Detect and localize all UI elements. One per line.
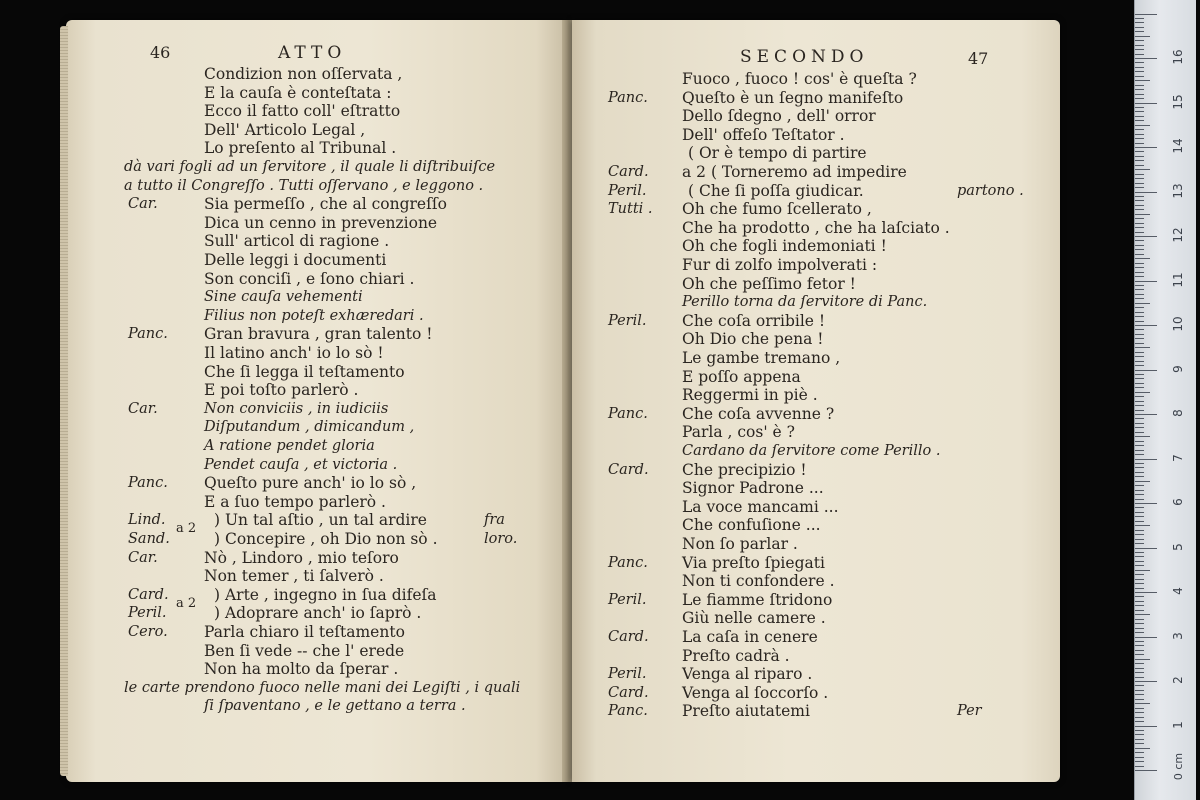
ruler-tick <box>1135 516 1144 517</box>
verse-line: Non ſo parlar . <box>682 535 798 553</box>
ruler-tick <box>1135 165 1144 166</box>
ruler-number: 15 <box>1171 93 1185 110</box>
verse-line: Sull' articol di ragione . <box>204 232 390 251</box>
ruler-tick <box>1135 503 1157 504</box>
ruler-tick <box>1135 321 1144 322</box>
ruler-tick <box>1135 690 1144 691</box>
speaker-label: Panc. <box>128 326 168 343</box>
ruler-tick <box>1135 334 1144 335</box>
open-book <box>66 20 1060 782</box>
ruler-tick <box>1135 103 1157 104</box>
verse-line: E a ſuo tempo parlerò . <box>204 492 386 511</box>
ruler-tick <box>1135 494 1144 495</box>
ruler-tick <box>1135 459 1157 460</box>
ruler-tick <box>1135 392 1150 393</box>
ruler-tick <box>1135 174 1144 175</box>
ruler-tick <box>1135 583 1144 584</box>
verse-line: Non temer , ti ſalverò . <box>204 567 384 586</box>
ruler-tick <box>1135 703 1150 704</box>
ruler-tick <box>1135 699 1144 700</box>
ruler-tick <box>1135 739 1144 740</box>
verse-line: Non ti confondere . <box>682 572 835 591</box>
ruler-tick <box>1135 40 1144 41</box>
ruler-tick <box>1135 258 1150 259</box>
ruler-tick <box>1135 645 1144 646</box>
ruler-tick <box>1135 726 1157 727</box>
ruler-number: 8 <box>1171 409 1185 417</box>
ruler-tick <box>1135 27 1144 28</box>
verse-line: ( Or è tempo di partire <box>688 144 867 163</box>
ruler-tick <box>1135 401 1144 402</box>
verse-line: Cardano da ſervitore come Perillo . <box>682 443 941 459</box>
verse-line: a 2 ( Torneremo ad impedire <box>682 163 907 181</box>
ruler-tick <box>1135 561 1144 562</box>
ruler-tick <box>1135 58 1157 59</box>
ruler-tick <box>1135 312 1144 313</box>
ruler-tick <box>1135 151 1144 152</box>
a-due-marker: a 2 <box>176 595 197 611</box>
ruler-tick <box>1135 245 1144 246</box>
ruler-tick <box>1135 450 1144 451</box>
verse-line: Nò , Lindoro , mio teſoro <box>204 548 399 567</box>
ruler-tick <box>1135 338 1144 339</box>
ruler-tick <box>1135 761 1144 762</box>
ruler-number: 16 <box>1171 49 1185 65</box>
a-due-marker: a 2 <box>176 521 197 537</box>
right-page-number: 47 <box>968 49 989 68</box>
verse-line: Venga al riparo . <box>682 665 813 684</box>
ruler-tick <box>1135 120 1144 121</box>
ruler-number: 3 <box>1171 631 1185 640</box>
right-running-head: SECONDO <box>740 47 869 67</box>
verse-line: Che coſa orribile ! <box>682 311 826 330</box>
ruler-tick <box>1135 592 1157 593</box>
ruler-tick <box>1135 316 1144 317</box>
verse-line: E poſſo appena <box>682 367 801 386</box>
ruler-tick <box>1135 111 1144 112</box>
ruler-tick <box>1135 543 1144 544</box>
speaker-label: Lind. <box>128 512 166 529</box>
verse-line: Preſto aiutatemi <box>682 702 810 721</box>
ruler-tick <box>1135 276 1144 277</box>
ruler-tick <box>1135 281 1157 282</box>
ruler-tick <box>1135 485 1144 486</box>
verse-line: Fuoco , fuoco ! cos' è queſta ? <box>682 70 917 88</box>
ruler-tick <box>1135 601 1144 602</box>
ruler-tick <box>1135 650 1144 651</box>
ruler-tick <box>1135 343 1144 344</box>
speaker-label: Card. <box>608 164 649 180</box>
ruler-tick <box>1135 454 1144 455</box>
ruler-tick <box>1135 54 1144 55</box>
ruler-tick <box>1135 410 1144 411</box>
ruler-number: 7 <box>1171 453 1185 462</box>
speaker-label: Peril. <box>128 605 167 622</box>
ruler-tick <box>1135 534 1144 535</box>
ruler-tick <box>1135 628 1144 629</box>
verse-line: Ben ſi vede -- che l' erede <box>204 641 405 660</box>
ruler-tick <box>1135 223 1144 224</box>
ruler-tick <box>1135 218 1144 219</box>
ruler-tick <box>1135 263 1144 264</box>
page-edges <box>60 26 68 776</box>
right-page <box>572 20 1060 782</box>
verse-line: Non conviciis , in iudiciis <box>204 400 389 417</box>
verse-line: Gran bravura , gran talento ! <box>204 325 433 344</box>
ruler-tick <box>1135 129 1144 130</box>
scale-ruler <box>1134 0 1196 800</box>
ruler-tick <box>1135 623 1144 624</box>
ruler-tick <box>1135 663 1144 664</box>
speaker-label: Panc. <box>608 703 648 720</box>
ruler-tick <box>1135 427 1144 428</box>
ruler-number: 5 <box>1171 542 1185 551</box>
verse-line: Le gambe tremano , <box>682 349 841 367</box>
ruler-tick <box>1135 770 1157 771</box>
verse-line: E poi toſto parlerò . <box>204 381 359 400</box>
ruler-tick <box>1135 209 1144 210</box>
ruler-tick <box>1135 147 1157 148</box>
ruler-number: 13 <box>1171 182 1185 199</box>
left-page-number: 46 <box>150 43 171 62</box>
verse-line: Reggermi in piè . <box>682 386 818 405</box>
verse-line: Dell' Articolo Legal , <box>204 120 366 139</box>
ruler-tick <box>1135 107 1144 108</box>
ruler-tick <box>1135 681 1157 682</box>
ruler-tick <box>1135 441 1144 442</box>
ruler-number: 10 <box>1171 316 1185 332</box>
speaker-label: Peril. <box>608 666 647 683</box>
verse-line: Condizion non oſſervata , <box>204 65 403 83</box>
ruler-tick <box>1135 196 1144 197</box>
verse-line: Dica un cenno in prevenzione <box>204 213 438 232</box>
ruler-tick <box>1135 18 1144 19</box>
ruler-tick <box>1135 378 1144 379</box>
ruler-tick <box>1135 365 1144 366</box>
verse-line: Il latino anch' io lo sò ! <box>204 344 384 362</box>
aside-text: fra <box>484 512 505 529</box>
ruler-tick <box>1135 303 1150 304</box>
ruler-tick <box>1135 125 1150 126</box>
ruler-tick <box>1135 156 1144 157</box>
ruler-tick <box>1135 743 1144 744</box>
ruler-tick <box>1135 685 1144 686</box>
ruler-tick <box>1135 254 1144 255</box>
ruler-tick <box>1135 548 1157 549</box>
ruler-tick <box>1135 98 1144 99</box>
ruler-tick <box>1135 143 1144 144</box>
ruler-tick <box>1135 712 1144 713</box>
ruler-tick <box>1135 356 1144 357</box>
ruler-tick <box>1135 512 1144 513</box>
ruler-tick <box>1135 361 1144 362</box>
verse-line: Dello ſdegno , dell' orror <box>682 107 876 126</box>
ruler-tick <box>1135 89 1144 90</box>
ruler-tick <box>1135 14 1157 15</box>
verse-line: A ratione pendet gloria <box>204 438 375 454</box>
ruler-tick <box>1135 481 1150 482</box>
ruler-tick <box>1135 659 1150 660</box>
ruler-tick <box>1135 614 1150 615</box>
verse-line: ) Concepire , oh Dio non sò . <box>214 530 438 548</box>
ruler-tick <box>1135 654 1144 655</box>
ruler-tick <box>1135 507 1144 508</box>
verse-line: Fur di zolfo impolverati : <box>682 256 878 274</box>
speaker-label: Panc. <box>608 89 648 106</box>
ruler-tick <box>1135 579 1144 580</box>
ruler-tick <box>1135 76 1144 77</box>
verse-line: La caſa in cenere <box>682 628 818 646</box>
verse-line: a tutto il Congreſſo . Tutti oſſervano , e leggono . <box>124 177 484 194</box>
ruler-tick <box>1135 463 1144 464</box>
verse-line: Delle leggi i documenti <box>204 251 387 269</box>
speaker-label: Panc. <box>608 405 648 422</box>
ruler-tick <box>1135 192 1157 193</box>
ruler-tick <box>1135 329 1144 330</box>
verse-line: ) Arte , ingegno in ſua difeſa <box>214 585 437 604</box>
verse-line: Perillo torna da ſervitore di Panc. <box>682 294 928 311</box>
ruler-tick <box>1135 610 1144 611</box>
ruler-tick <box>1135 94 1144 95</box>
verse-line: Parla chiaro il teſtamento <box>204 623 405 641</box>
ruler-tick <box>1135 405 1144 406</box>
aside-text: loro. <box>484 531 518 547</box>
ruler-tick <box>1135 62 1144 63</box>
verse-line: Giù nelle camere . <box>682 609 826 628</box>
ruler-tick <box>1135 637 1157 638</box>
ruler-tick <box>1135 298 1144 299</box>
ruler-tick <box>1135 499 1144 500</box>
speaker-label: Car. <box>128 549 158 566</box>
ruler-tick <box>1135 619 1144 620</box>
ruler-tick <box>1135 289 1144 290</box>
verse-line: Via preſto ſpiegati <box>682 553 825 572</box>
verse-line: Oh Dio che pena ! <box>682 330 824 349</box>
ruler-number: 2 <box>1171 676 1185 684</box>
verse-line: Oh che fumo ſcellerato , <box>682 200 872 219</box>
verse-line: Queſto è un ſegno manifeſto <box>682 88 904 107</box>
verse-line: Ecco il fatto coll' eſtratto <box>204 102 401 121</box>
ruler-tick <box>1135 672 1144 673</box>
verse-line: Filius non poteſt exhæredari . <box>204 307 424 324</box>
ruler-tick <box>1135 530 1144 531</box>
ruler-tick <box>1135 31 1144 32</box>
ruler-tick <box>1135 565 1144 566</box>
verse-line: Sine cauſa vehementi <box>204 289 363 306</box>
ruler-tick <box>1135 134 1144 135</box>
ruler-tick <box>1135 570 1150 571</box>
ruler-tick <box>1135 347 1150 348</box>
ruler-tick <box>1135 352 1144 353</box>
verse-line: Queſto pure anch' io lo sò , <box>204 474 417 493</box>
ruler-tick <box>1135 445 1144 446</box>
ruler-tick <box>1135 757 1144 758</box>
verse-line: Che confuſione ... <box>682 516 821 535</box>
ruler-tick <box>1135 85 1144 86</box>
verse-line: Oh che fogli indemoniati ! <box>682 237 887 256</box>
ruler-tick <box>1135 588 1144 589</box>
ruler-tick <box>1135 285 1144 286</box>
ruler-tick <box>1135 521 1144 522</box>
speaker-label: Tutti . <box>608 201 653 218</box>
ruler-tick <box>1135 677 1144 678</box>
ruler-tick <box>1135 227 1144 228</box>
verse-line: Diſputandum , dimicandum , <box>204 419 415 436</box>
ruler-tick <box>1135 490 1144 491</box>
ruler-tick <box>1135 325 1157 326</box>
verse-line: ) Adoprare anch' io ſaprò . <box>214 604 422 623</box>
ruler-tick <box>1135 80 1150 81</box>
ruler-tick <box>1135 22 1144 23</box>
ruler-number: 1 <box>1171 720 1185 729</box>
ruler-unit-label: 0 cm <box>1172 752 1186 781</box>
ruler-tick <box>1135 641 1144 642</box>
ruler-tick <box>1135 138 1144 139</box>
ruler-number: 14 <box>1171 138 1185 154</box>
ruler-tick <box>1135 525 1150 526</box>
verse-line: Parla , cos' è ? <box>682 423 795 442</box>
ruler-tick <box>1135 396 1144 397</box>
verse-line: Non ha molto da ſperar . <box>204 660 399 679</box>
verse-line: ( Che ſi poſſa giudicar. <box>688 181 864 200</box>
verse-line: ) Un tal aſtio , un tal ardire <box>214 511 427 530</box>
left-running-head: ATTO <box>278 43 347 63</box>
ruler-tick <box>1135 467 1144 468</box>
verse-line: ſi ſpaventano , e le gettano a terra . <box>204 698 466 715</box>
verse-line: E la cauſa è conteſtata : <box>204 83 392 102</box>
aside-text: partono . <box>957 182 1024 199</box>
aside-text: Per <box>957 703 982 720</box>
ruler-tick <box>1135 294 1144 295</box>
ruler-tick <box>1135 387 1144 388</box>
speaker-label: Peril. <box>608 591 647 608</box>
speaker-label: Peril. <box>608 312 647 329</box>
speaker-label: Card. <box>128 586 169 603</box>
ruler-tick <box>1135 748 1150 749</box>
verse-line: le carte prendono fuoco nelle mani dei Legiſti , i quali <box>124 679 521 696</box>
ruler-tick <box>1135 272 1144 273</box>
ruler-tick <box>1135 432 1144 433</box>
ruler-tick <box>1135 574 1144 575</box>
ruler-tick <box>1135 249 1144 250</box>
ruler-tick <box>1135 178 1144 179</box>
verse-line: Sia permeſſo , che al congreſſo <box>204 195 447 214</box>
verse-line: Che ſi legga il teſtamento <box>204 362 405 381</box>
verse-line: Oh che peſſimo fetor ! <box>682 274 856 293</box>
ruler-tick <box>1135 205 1144 206</box>
ruler-tick <box>1135 596 1144 597</box>
ruler-number: 12 <box>1171 227 1185 243</box>
ruler-tick <box>1135 708 1144 709</box>
verse-line: Venga al ſoccorſo . <box>682 683 829 702</box>
verse-line: Dell' offeſo Teſtator . <box>682 125 845 144</box>
ruler-tick <box>1135 418 1144 419</box>
verse-line: Lo preſento al Tribunal . <box>204 139 397 158</box>
speaker-label: Card. <box>608 461 649 478</box>
speaker-label: Panc. <box>128 475 168 492</box>
ruler-tick <box>1135 169 1150 170</box>
ruler-tick <box>1135 423 1144 424</box>
speaker-label: Panc. <box>608 554 648 571</box>
ruler-tick <box>1135 240 1144 241</box>
ruler-tick <box>1135 752 1144 753</box>
ruler-tick <box>1135 183 1144 184</box>
ruler-tick <box>1135 717 1144 718</box>
ruler-tick <box>1135 668 1144 669</box>
verse-line: Che coſa avvenne ? <box>682 404 835 423</box>
ruler-number: 6 <box>1171 498 1185 506</box>
ruler-tick <box>1135 36 1150 37</box>
ruler-tick <box>1135 236 1157 237</box>
ruler-tick <box>1135 116 1144 117</box>
speaker-label: Card. <box>608 684 649 701</box>
verse-line: La voce mancami ... <box>682 497 839 516</box>
ruler-tick <box>1135 556 1144 557</box>
speaker-label: Car. <box>128 400 158 417</box>
verse-line: Son conciſi , e ſono chiari . <box>204 269 415 288</box>
ruler-tick <box>1135 200 1144 201</box>
ruler-tick <box>1135 267 1144 268</box>
left-page <box>66 20 566 782</box>
ruler-tick <box>1135 632 1144 633</box>
ruler-tick <box>1135 734 1144 735</box>
speaker-label: Peril. <box>608 182 647 199</box>
ruler-tick <box>1135 730 1144 731</box>
ruler-tick <box>1135 694 1144 695</box>
verse-line: Che precipizio ! <box>682 460 807 479</box>
ruler-tick <box>1135 539 1144 540</box>
ruler-tick <box>1135 71 1144 72</box>
ruler-tick <box>1135 49 1144 50</box>
ruler-tick <box>1135 552 1144 553</box>
speaker-label: Car. <box>128 196 158 213</box>
ruler-tick <box>1135 476 1144 477</box>
ruler-number: 9 <box>1171 364 1185 373</box>
ruler-tick <box>1135 605 1144 606</box>
ruler-tick <box>1135 436 1150 437</box>
ruler-number: 11 <box>1171 271 1185 288</box>
ruler-tick <box>1135 187 1144 188</box>
ruler-tick <box>1135 472 1144 473</box>
verse-line: Le fiamme ſtridono <box>682 590 833 609</box>
ruler-tick <box>1135 374 1144 375</box>
ruler-number: 4 <box>1171 587 1185 595</box>
ruler-tick <box>1135 45 1144 46</box>
verse-line: Preſto cadrà . <box>682 646 790 665</box>
verse-line: dà vari fogli ad un ſervitore , il quale li diſtribuiſce <box>124 159 496 175</box>
ruler-tick <box>1135 160 1144 161</box>
verse-line: Che ha prodotto , che ha laſciato . <box>682 218 950 237</box>
speaker-label: Sand. <box>128 531 170 547</box>
ruler-tick <box>1135 232 1144 233</box>
ruler-tick <box>1135 307 1144 308</box>
speaker-label: Card. <box>608 629 649 645</box>
ruler-tick <box>1135 67 1144 68</box>
speaker-label: Cero. <box>128 624 168 640</box>
ruler-tick <box>1135 383 1144 384</box>
ruler-tick <box>1135 214 1150 215</box>
verse-line: Signor Padrone ... <box>682 479 824 498</box>
ruler-tick <box>1135 721 1144 722</box>
ruler-tick <box>1135 414 1157 415</box>
ruler-tick <box>1135 766 1144 767</box>
verse-line: Pendet cauſa , et victoria . <box>204 456 398 473</box>
ruler-tick <box>1135 370 1157 371</box>
